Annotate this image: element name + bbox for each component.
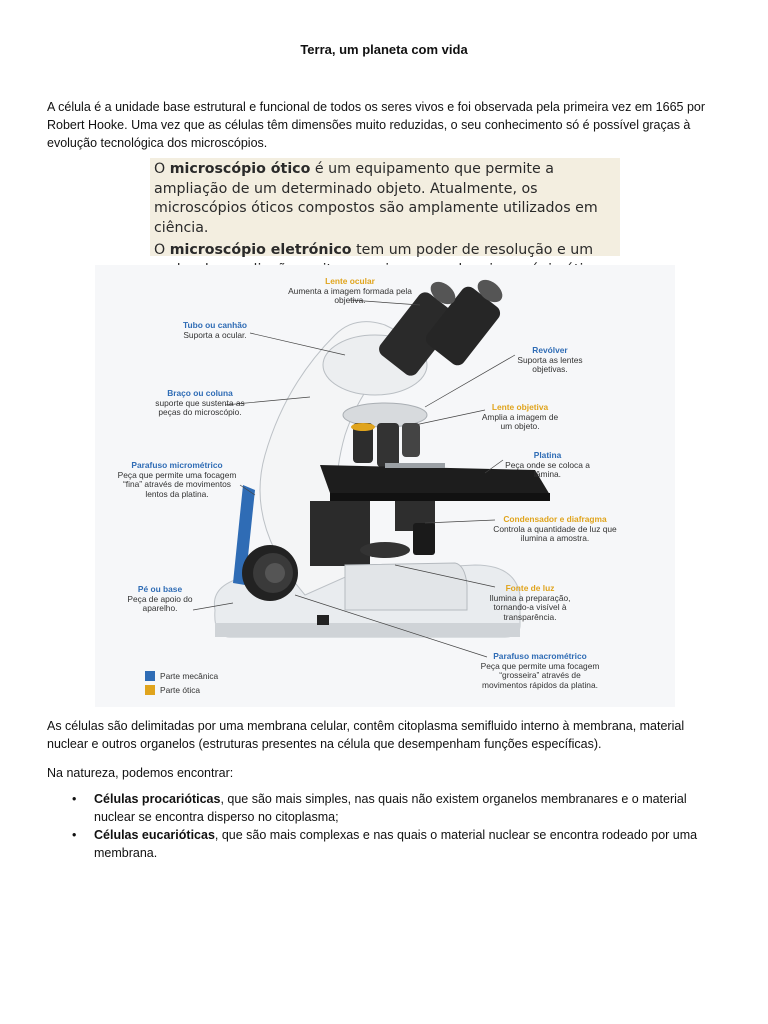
microscope-info-box [150, 158, 620, 256]
label-parafuso-micrometrico: Parafuso micrométrico Peça que permite uma focagem “fina” através de movimentos lentos da platina. [117, 460, 237, 499]
page-title: Terra, um planeta com vida [300, 42, 468, 57]
legend-item-mecanica: Parte mecânica [145, 669, 218, 683]
microscope-figure [95, 265, 675, 707]
box-term-optical: microscópio ótico [169, 161, 311, 177]
label-parafuso-macrometrico: Parafuso macrométrico Peça que permite uma focagem “grosseira” através de movimentos rápidos da platina. [480, 651, 600, 690]
label-braco: Braço ou coluna suporte que sustenta as peças do microscópio. [155, 388, 245, 418]
list-item: • Células eucarióticas, que são mais complexas e nas quais o material nuclear se encontra rodeado por uma membrana. [72, 828, 698, 860]
box-paragraph-1: O microscópio ótico é um equipamento que permite a ampliação de um determinado objeto. Atualmente, os microscópios óticos compostos são amplamente utilizados em ciência. [154, 161, 598, 236]
list-item: • Células procarióticas, que são mais simples, nas quais não existem organelos membranares e o material nuclear se encontra disperso no citoplasma; [72, 792, 687, 824]
label-lente-objetiva: Lente objetiva Amplia a imagem de um objeto. [481, 402, 559, 432]
legend-item-otica: Parte ótica [145, 683, 218, 697]
label-pe: Pé ou base Peça de apoio do aparelho. [127, 584, 193, 614]
label-fonte-luz: Fonte de luz Ilumina a preparação, tornando-a visível à transparência. [489, 583, 571, 622]
label-revolver: Revólver Suporta as lentes objetivas. [517, 345, 583, 375]
figure-legend [145, 669, 218, 697]
nature-paragraph: Na natureza, podemos encontrar: [47, 766, 234, 780]
box-paragraph-2: O microscópio eletrónico tem um poder de resolução e um [154, 242, 594, 258]
box-term-electronic: microscópio eletrónico [169, 242, 352, 258]
cell-types-list [47, 790, 727, 862]
label-condensador: Condensador e diafragma Controla a quantidade de luz que ilumina a amostra. [493, 514, 617, 544]
label-lente-ocular: Lente ocular Aumenta a imagem formada pela objetiva. [288, 276, 412, 306]
label-tubo: Tubo ou canhão Suporta a ocular. [182, 320, 248, 340]
cells-paragraph: As células são delimitadas por uma membrana celular, contêm citoplasma semifluido interno à membrana, material nuclear e outros organelos (estruturas presentes na célula que desempenham funções específicas). [47, 719, 685, 751]
label-platina: Platina Peça onde se coloca a lâmina. [505, 450, 590, 480]
intro-paragraph: A célula é a unidade base estrutural e funcional de todos os seres vivos e foi observada pela primeira vez em 1665 por Robert Hooke. Uma vez que as células têm dimensões muito reduzidas, o seu conhecimento só é possível graças à evolução tecnológica dos microscópios. [47, 100, 706, 150]
